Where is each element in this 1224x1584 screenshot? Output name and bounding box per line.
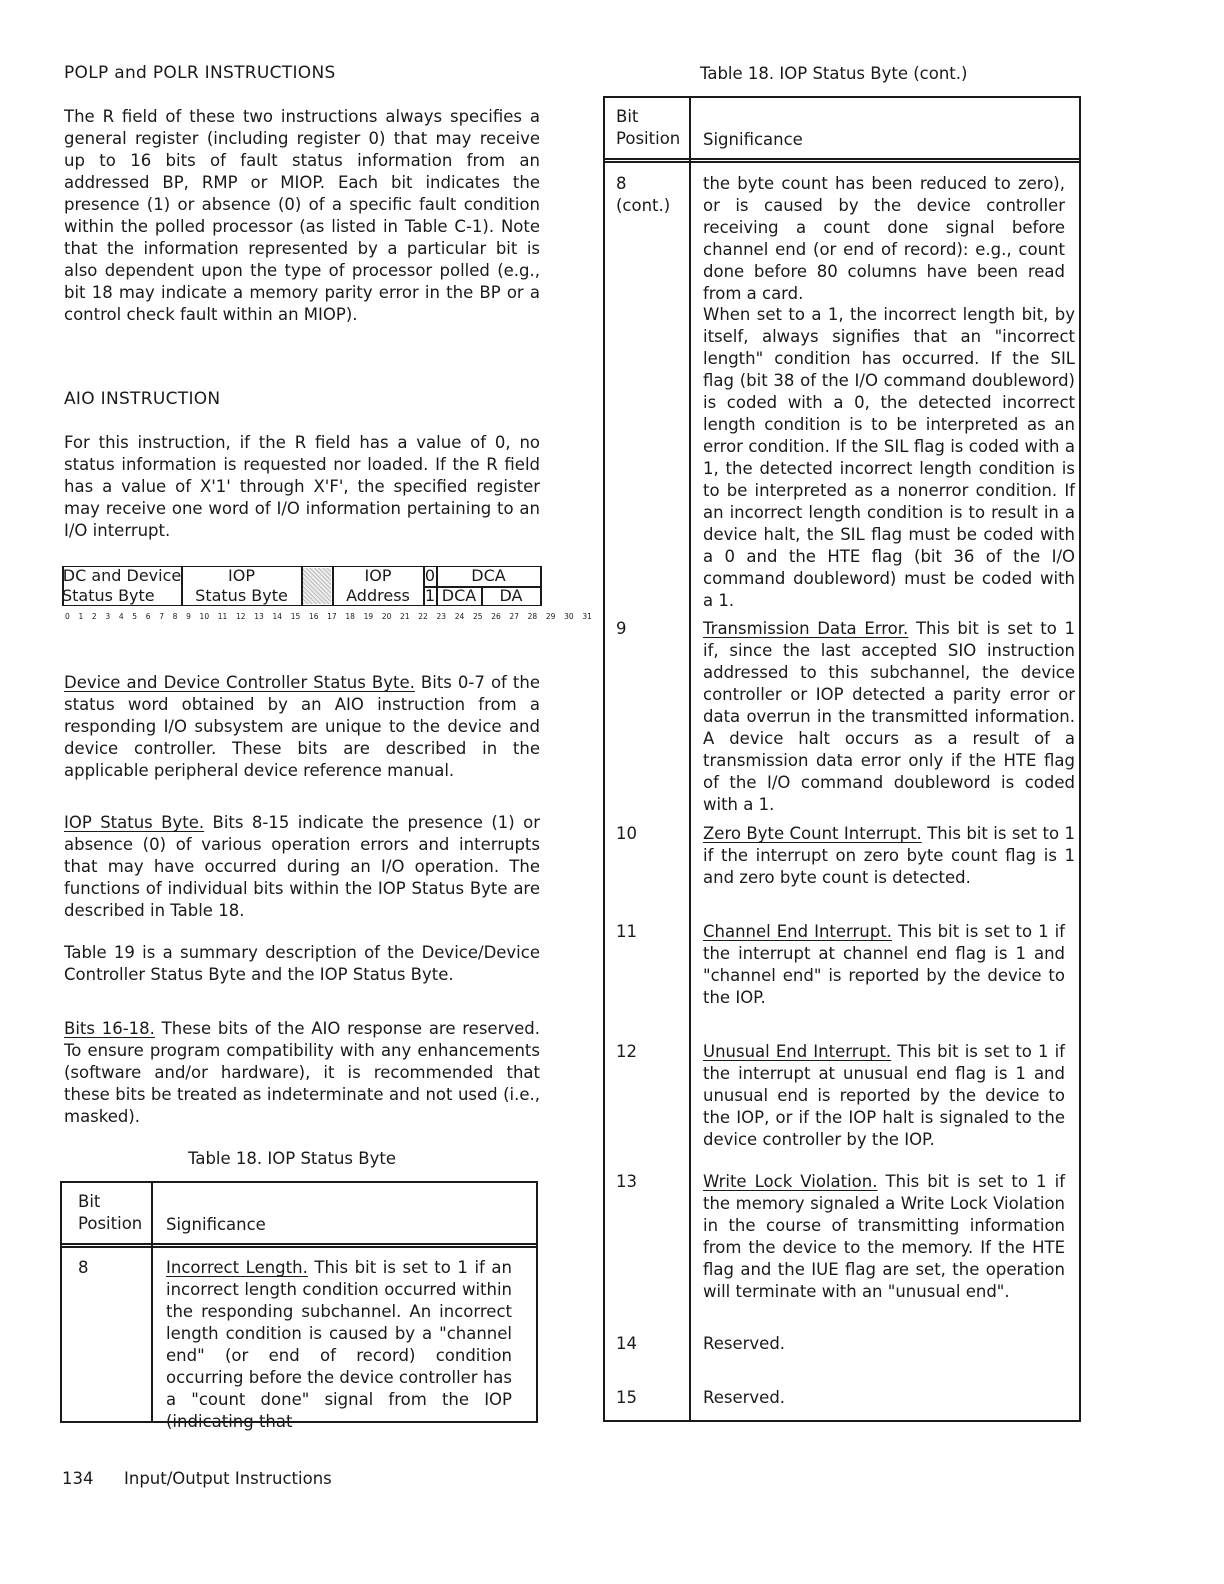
- field-dc-device-line2: Status Byte: [62, 586, 155, 605]
- row-15-bit: 15: [616, 1388, 637, 1407]
- aio-paragraph: For this instruction, if the R field has a value of 0, no status information is requested nor loaded. If the R field has a value of X'1' through X'F', the specified register may receive one word of I/O information pertaining to an I/O interrupt.: [64, 433, 540, 540]
- dev-status-text: Bits 0-7 of the status word obtained by an AIO instruction from a responding I/O subsystem are unique to the device and device controller. These bits are described in the applicable peripheral device reference manual.: [64, 673, 540, 780]
- row-9-bit: 9: [616, 619, 627, 638]
- row-13-bit: 13: [616, 1172, 637, 1191]
- aio-word-format: [62, 566, 592, 621]
- incorrect-length-title: Incorrect Length.: [166, 1258, 308, 1277]
- row-13-title: Write Lock Violation.: [703, 1172, 878, 1191]
- row-10-title: Zero Byte Count Interrupt.: [703, 824, 922, 843]
- table18-head-significance: Significance: [166, 1215, 266, 1234]
- row-12-bit: 12: [616, 1042, 637, 1061]
- row-14-text: Reserved.: [703, 1334, 786, 1353]
- bits-16-18-paragraph: [64, 1018, 540, 1128]
- bits-16-18-title: Bits 16-18.: [64, 1019, 155, 1038]
- iop-status-title: IOP Status Byte.: [64, 813, 205, 832]
- table18-row-bit: 8: [78, 1258, 89, 1277]
- page-number: 134: [62, 1469, 94, 1488]
- reserved-bits-shading: [303, 568, 331, 604]
- field-flag-top: 0: [424, 566, 436, 585]
- row-12-text: Unusual End Interrupt. This bit is set to 1 if the interrupt at unusual end flag is 1 and unusual end is reported by the device to the IOP, or if the IOP halt is signaled to the device controller by the IOP.: [703, 1042, 1065, 1149]
- field-iop-address-line2: Address: [346, 586, 410, 605]
- polp-paragraph: The R field of these two instructions always specifies a general register (including register 0) that may receive up to 16 bits of fault status information from an addressed BP, RMP or MIOP. Each bit indicates the presence (1) or absence (0) of a specific fault condition within the polled processor (as listed in Table C-1). Note that the information represented by a particular bit is also dependent upon the type of processor polled (e.g., bit 18 may indicate a memory parity error in the BP or a control check fault within an MIOP).: [64, 107, 540, 324]
- table18-cont-head-bit: Bit Position: [616, 107, 681, 148]
- dev-status-paragraph: [64, 672, 540, 782]
- field-dca-top: DCA: [471, 566, 506, 585]
- table18-cont-caption: Table 18. IOP Status Byte (cont.): [700, 64, 968, 83]
- row-8-cont-text: the byte count has been reduced to zero), or is caused by the device controller receiving a count done signal before channel end (or end of record): e.g., count done before 80 columns have been read from a card.: [703, 174, 1065, 303]
- row-13-text: Write Lock Violation. This bit is set to 1 if the memory signaled a Write Lock Violation in the course of transmitting information from the device to the memory. If the HTE flag and the IUE flag are set, the operation will terminate with an "unusual end".: [703, 1172, 1066, 1301]
- row-14-bit: 14: [616, 1334, 637, 1353]
- table19-paragraph: Table 19 is a summary description of the Device/Device Controller Status Byte and the IOP Status Byte.: [64, 943, 540, 984]
- row-15-text: Reserved.: [703, 1388, 786, 1407]
- row-11-bit: 11: [616, 922, 637, 941]
- polp-heading: POLP and POLR INSTRUCTIONS: [64, 63, 336, 83]
- field-dca-bottom: DCA: [441, 586, 477, 605]
- bits-16-18-text: These bits of the AIO response are reserved. To ensure program compatibility with any enhancements (software and/or hardware), it is recommended that these bits be treated as indeterminate and not used (i.e., masked).: [64, 1019, 540, 1126]
- table18-row-significance: [166, 1257, 512, 1433]
- field-iop-address-line1: IOP: [364, 566, 392, 585]
- row-10-text: Zero Byte Count Interrupt. This bit is set to 1 if the interrupt on zero byte count flag is 1 and zero byte count is detected.: [703, 824, 1075, 887]
- row-9-text: Transmission Data Error. This bit is set to 1 if, since the last accepted SIO instruction addressed to this subchannel, the device controller or IOP detected a parity error or data overrun in the transmitted information. A device halt occurs as a result of a transmission data error only if the HTE flag of the I/O command doubleword is coded with a 1.: [703, 619, 1075, 814]
- row-9-title: Transmission Data Error.: [703, 619, 909, 638]
- bit-position-ticks: 0 1 2 3 4 5 6 7 8 9 10 11 12 13 14 15 16 17 18 19 20 21 22 23 24 25 26 27 28 29 30 31: [65, 612, 592, 621]
- footer-section-title: Input/Output Instructions: [124, 1469, 332, 1488]
- row-11-text: Channel End Interrupt. This bit is set to 1 if the interrupt at channel end flag is 1 and "channel end" is reported by the device to the IOP.: [703, 922, 1065, 1007]
- incorrect-length-text: This bit is set to 1 if an incorrect length condition occurred within the responding subchannel. An incorrect length condition is caused by a "channel end" (or end of record) condition occurring before the device controller has a "count done" signal from the IOP (indicating that: [166, 1258, 512, 1431]
- iop-status-text: Bits 8-15 indicate the presence (1) or absence (0) of various operation errors and interrupts that may have occurred during an I/O operation. The functions of individual bits within the IOP Status Byte are described in Table 18.: [64, 813, 540, 920]
- table18-left: [60, 1181, 538, 1431]
- field-iop-status-line1: IOP: [228, 566, 255, 585]
- field-iop-status-line2: Status Byte: [195, 586, 288, 605]
- aio-heading: AIO INSTRUCTION: [64, 389, 221, 409]
- table18-cont-head-significance: Significance: [703, 130, 803, 149]
- table18-head-bit: Bit Position: [78, 1192, 143, 1233]
- row-8-cont-bit: 8 (cont.): [616, 174, 671, 215]
- row-12-title: Unusual End Interrupt.: [703, 1042, 892, 1061]
- table18-caption: Table 18. IOP Status Byte: [188, 1149, 396, 1168]
- iop-status-paragraph: [64, 812, 540, 922]
- table18-cont: [603, 96, 1081, 1422]
- field-flag-bottom: 1: [424, 586, 436, 605]
- row-11-title: Channel End Interrupt.: [703, 922, 892, 941]
- field-da-bottom: DA: [499, 586, 523, 605]
- dev-status-title: Device and Device Controller Status Byte.: [64, 673, 415, 692]
- field-dc-device-line1: DC and Device: [62, 566, 182, 585]
- row-10-bit: 10: [616, 824, 637, 843]
- row-8-cont-text-2: When set to a 1, the incorrect length bit, by itself, always signifies that an "incorrect length" condition has occurred. If the SIL flag (bit 38 of the I/O command doubleword) is coded with a 0, the detected incorrect length condition is to be interpreted as an error condition. If the SIL flag is coded with a 1, the detected incorrect length condition is to be interpreted as a nonerror condition. If an incorrect length condition is to result in a device halt, the SIL flag must be coded with a 0 and the HTE flag (bit 36 of the I/O command doubleword) must be coded with a 1.: [703, 305, 1075, 610]
